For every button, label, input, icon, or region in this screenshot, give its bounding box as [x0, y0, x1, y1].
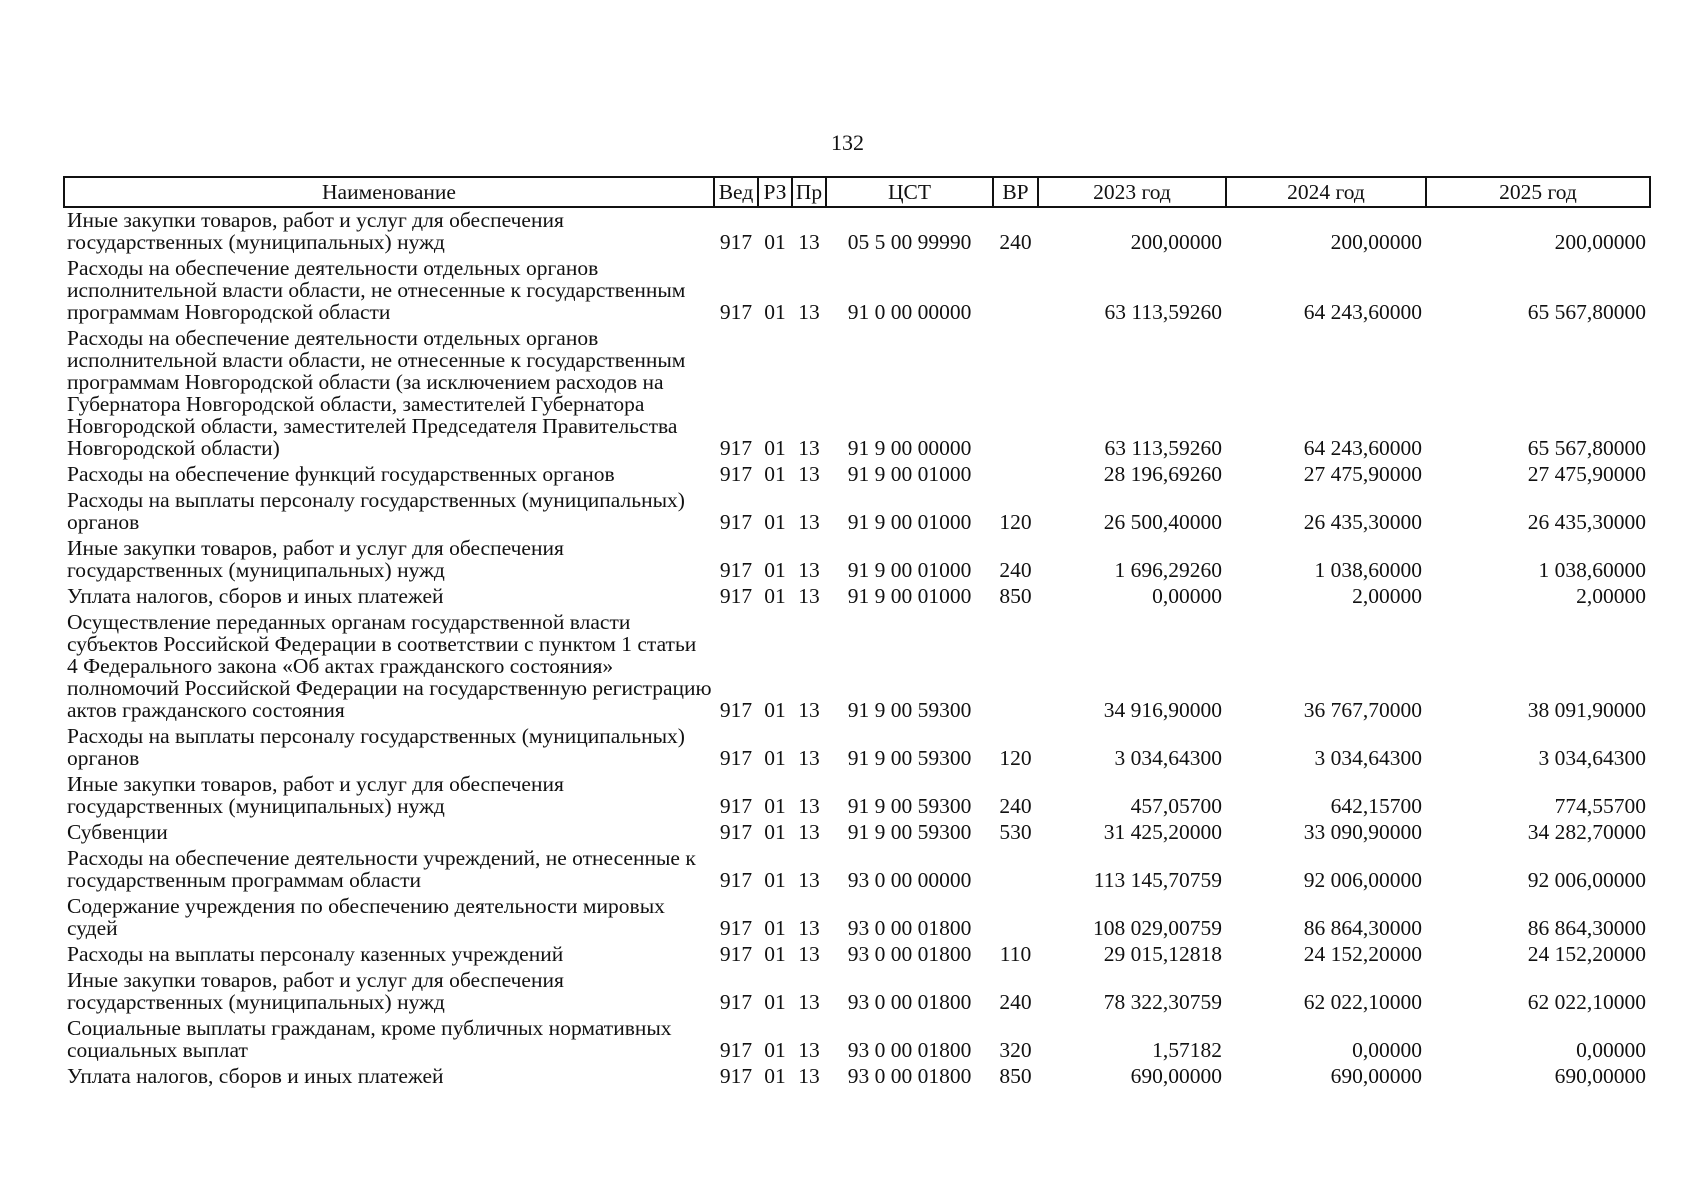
- row-ved: 917: [719, 916, 753, 940]
- row-vr: 110: [999, 942, 1032, 966]
- row-2023: 1,57182: [1152, 1038, 1222, 1062]
- row-2023: 63 113,59260: [1104, 300, 1222, 324]
- row-cst: 91 9 00 59300: [847, 820, 972, 844]
- table-row: [64, 724, 1650, 772]
- row-rz: 01: [764, 868, 786, 892]
- row-2025: 2,00000: [1576, 584, 1646, 608]
- row-2024: 1 038,60000: [1314, 558, 1422, 582]
- row-name: Расходы на выплаты персоналу государственных (муниципальных) органов: [67, 488, 685, 534]
- header-2023: 2023 год: [1038, 177, 1226, 207]
- header-2024: 2024 год: [1226, 177, 1426, 207]
- table-row: [64, 968, 1650, 1016]
- header-cst: ЦСТ: [826, 177, 993, 207]
- row-2025: 86 864,30000: [1527, 916, 1646, 940]
- row-pr: 13: [798, 990, 820, 1014]
- row-ved: 917: [719, 698, 753, 722]
- row-2024: 64 243,60000: [1303, 436, 1422, 460]
- row-2024: 2,00000: [1352, 584, 1422, 608]
- row-2024: 62 022,10000: [1303, 990, 1422, 1014]
- row-2023: 28 196,69260: [1103, 462, 1222, 486]
- row-2025: 65 567,80000: [1527, 300, 1646, 324]
- header-ved: Вед: [714, 177, 758, 207]
- row-ved: 917: [719, 462, 753, 486]
- row-rz: 01: [764, 584, 786, 608]
- row-2025: 92 006,00000: [1527, 868, 1646, 892]
- row-vr: [993, 462, 1038, 488]
- row-ved: 917: [719, 558, 753, 582]
- header-name: Наименование: [64, 177, 714, 207]
- row-cst: 91 9 00 59300: [847, 794, 972, 818]
- row-name: Осуществление переданных органам государственной власти субъектов Российской Федерации в соответствии с пунктом 1 статьи 4 Федерального закона «Об актах гражданского состояния» полномочий Российской Федерации на государственную регистрацию актов гражданского состояния: [67, 610, 712, 722]
- header-row: [64, 177, 1650, 207]
- table-row: [64, 1064, 1650, 1090]
- row-2025: 65 567,80000: [1527, 436, 1646, 460]
- row-2024: 27 475,90000: [1303, 462, 1422, 486]
- row-rz: 01: [764, 462, 786, 486]
- row-cst: 05 5 00 99990: [847, 230, 972, 254]
- row-2023: 78 322,30759: [1103, 990, 1222, 1014]
- row-vr: [993, 256, 1038, 326]
- row-rz: 01: [764, 300, 786, 324]
- row-cst: 91 9 00 01000: [847, 510, 972, 534]
- row-name: Расходы на выплаты персоналу казенных учреждений: [67, 942, 564, 966]
- row-vr: 240: [999, 558, 1032, 582]
- row-2024: 86 864,30000: [1303, 916, 1422, 940]
- row-2023: 0,00000: [1152, 584, 1222, 608]
- row-vr: 240: [999, 794, 1032, 818]
- table-body: [64, 207, 1650, 1090]
- table-header: [64, 177, 1650, 207]
- row-ved: 917: [719, 794, 753, 818]
- row-2025: 690,00000: [1554, 1064, 1646, 1088]
- row-pr: 13: [798, 868, 820, 892]
- row-2023: 690,00000: [1130, 1064, 1222, 1088]
- row-2024: 33 090,90000: [1303, 820, 1422, 844]
- row-name: Иные закупки товаров, работ и услуг для обеспечения государственных (муниципальных) нужд: [67, 208, 564, 254]
- table-row: [64, 1016, 1650, 1064]
- row-2025: 38 091,90000: [1527, 698, 1646, 722]
- row-cst: 91 9 00 01000: [847, 462, 972, 486]
- row-2023: 26 500,40000: [1103, 510, 1222, 534]
- row-2025: 200,00000: [1554, 230, 1646, 254]
- row-rz: 01: [764, 916, 786, 940]
- row-ved: 917: [719, 436, 753, 460]
- row-rz: 01: [764, 820, 786, 844]
- table-row: [64, 462, 1650, 488]
- row-ved: 917: [719, 990, 753, 1014]
- row-pr: 13: [798, 942, 820, 966]
- row-2024: 36 767,70000: [1303, 698, 1422, 722]
- row-2023: 113 145,70759: [1093, 868, 1222, 892]
- row-2024: 690,00000: [1330, 1064, 1422, 1088]
- row-vr: [993, 610, 1038, 724]
- table-row: [64, 536, 1650, 584]
- row-name: Расходы на обеспечение деятельности учреждений, не отнесенные к государственным программам области: [67, 846, 696, 892]
- row-vr: [993, 894, 1038, 942]
- row-pr: 13: [798, 510, 820, 534]
- table-row: [64, 894, 1650, 942]
- row-vr: 850: [999, 1064, 1032, 1088]
- row-cst: 93 0 00 01800: [847, 916, 972, 940]
- table-row: [64, 488, 1650, 536]
- row-name: Расходы на обеспечение деятельности отдельных органов исполнительной власти области, не отнесенные к государственным программам Новгородской области: [67, 256, 686, 324]
- row-2023: 3 034,64300: [1114, 746, 1222, 770]
- row-2023: 34 916,90000: [1103, 698, 1222, 722]
- budget-table: [63, 176, 1651, 1090]
- row-cst: 91 9 00 01000: [847, 584, 972, 608]
- table-row: [64, 207, 1650, 256]
- row-2023: 63 113,59260: [1104, 436, 1222, 460]
- row-cst: 91 9 00 00000: [847, 436, 972, 460]
- row-name: Расходы на выплаты персоналу государственных (муниципальных) органов: [67, 724, 685, 770]
- row-2024: 200,00000: [1330, 230, 1422, 254]
- row-pr: 13: [798, 698, 820, 722]
- row-vr: 240: [999, 990, 1032, 1014]
- row-name: Субвенции: [67, 820, 168, 844]
- row-2025: 62 022,10000: [1527, 990, 1646, 1014]
- header-vr: ВР: [993, 177, 1038, 207]
- row-2024: 24 152,20000: [1303, 942, 1422, 966]
- row-2025: 774,55700: [1554, 794, 1646, 818]
- row-2024: 3 034,64300: [1314, 746, 1422, 770]
- row-pr: 13: [798, 794, 820, 818]
- table-row: [64, 846, 1650, 894]
- row-vr: 530: [999, 820, 1032, 844]
- row-2025: 3 034,64300: [1538, 746, 1646, 770]
- row-pr: 13: [798, 1038, 820, 1062]
- row-2023: 29 015,12818: [1103, 942, 1222, 966]
- row-name: Иные закупки товаров, работ и услуг для обеспечения государственных (муниципальных) нужд: [67, 772, 564, 818]
- row-2023: 457,05700: [1130, 794, 1222, 818]
- row-rz: 01: [764, 510, 786, 534]
- row-cst: 93 0 00 00000: [847, 868, 972, 892]
- row-ved: 917: [719, 584, 753, 608]
- table-row: [64, 256, 1650, 326]
- row-rz: 01: [764, 1038, 786, 1062]
- row-2024: 0,00000: [1352, 1038, 1422, 1062]
- table-row: [64, 820, 1650, 846]
- row-ved: 917: [719, 942, 753, 966]
- row-rz: 01: [764, 1064, 786, 1088]
- row-pr: 13: [798, 1064, 820, 1088]
- table-row: [64, 584, 1650, 610]
- row-rz: 01: [764, 230, 786, 254]
- row-cst: 91 9 00 59300: [847, 746, 972, 770]
- header-rz: РЗ: [758, 177, 792, 207]
- row-pr: 13: [798, 436, 820, 460]
- row-vr: 320: [999, 1038, 1032, 1062]
- row-2024: 64 243,60000: [1303, 300, 1422, 324]
- row-ved: 917: [719, 1064, 753, 1088]
- row-vr: 240: [999, 230, 1032, 254]
- row-2025: 0,00000: [1576, 1038, 1646, 1062]
- row-pr: 13: [798, 558, 820, 582]
- row-2025: 26 435,30000: [1527, 510, 1646, 534]
- row-cst: 93 0 00 01800: [847, 1038, 972, 1062]
- row-ved: 917: [719, 746, 753, 770]
- row-name: Иные закупки товаров, работ и услуг для обеспечения государственных (муниципальных) нужд: [67, 968, 564, 1014]
- row-2024: 642,15700: [1330, 794, 1422, 818]
- row-pr: 13: [798, 462, 820, 486]
- header-2025: 2025 год: [1426, 177, 1650, 207]
- row-rz: 01: [764, 698, 786, 722]
- row-name: Социальные выплаты гражданам, кроме публичных нормативных социальных выплат: [67, 1016, 672, 1062]
- row-name: Расходы на обеспечение функций государственных органов: [67, 462, 615, 486]
- row-vr: 120: [999, 510, 1032, 534]
- row-name: Уплата налогов, сборов и иных платежей: [67, 1064, 444, 1088]
- row-ved: 917: [719, 300, 753, 324]
- row-ved: 917: [719, 1038, 753, 1062]
- row-2024: 26 435,30000: [1303, 510, 1422, 534]
- row-ved: 917: [719, 868, 753, 892]
- row-rz: 01: [764, 558, 786, 582]
- row-2025: 34 282,70000: [1527, 820, 1646, 844]
- row-cst: 91 9 00 01000: [847, 558, 972, 582]
- row-rz: 01: [764, 794, 786, 818]
- row-rz: 01: [764, 990, 786, 1014]
- row-vr: [993, 846, 1038, 894]
- table-row: [64, 326, 1650, 462]
- table-row: [64, 610, 1650, 724]
- row-ved: 917: [719, 510, 753, 534]
- row-pr: 13: [798, 300, 820, 324]
- row-pr: 13: [798, 230, 820, 254]
- row-pr: 13: [798, 916, 820, 940]
- row-2023: 108 029,00759: [1093, 916, 1222, 940]
- row-vr: 120: [999, 746, 1032, 770]
- row-name: Уплата налогов, сборов и иных платежей: [67, 584, 444, 608]
- row-rz: 01: [764, 942, 786, 966]
- table-row: [64, 772, 1650, 820]
- row-rz: 01: [764, 436, 786, 460]
- row-2023: 31 425,20000: [1103, 820, 1222, 844]
- row-pr: 13: [798, 746, 820, 770]
- row-cst: 93 0 00 01800: [847, 942, 972, 966]
- row-pr: 13: [798, 820, 820, 844]
- row-2025: 27 475,90000: [1527, 462, 1646, 486]
- row-cst: 93 0 00 01800: [847, 990, 972, 1014]
- row-cst: 91 9 00 59300: [847, 698, 972, 722]
- row-name: Содержание учреждения по обеспечению деятельности мировых судей: [67, 894, 665, 940]
- table-row: [64, 942, 1650, 968]
- row-vr: 850: [999, 584, 1032, 608]
- page-number: 132: [831, 130, 864, 155]
- row-2025: 24 152,20000: [1527, 942, 1646, 966]
- row-pr: 13: [798, 584, 820, 608]
- row-2023: 200,00000: [1130, 230, 1222, 254]
- row-cst: 93 0 00 01800: [847, 1064, 972, 1088]
- row-name: Иные закупки товаров, работ и услуг для обеспечения государственных (муниципальных) нужд: [67, 536, 564, 582]
- row-2024: 92 006,00000: [1303, 868, 1422, 892]
- row-2023: 1 696,29260: [1114, 558, 1222, 582]
- row-vr: [993, 326, 1038, 462]
- row-ved: 917: [719, 820, 753, 844]
- row-2025: 1 038,60000: [1538, 558, 1646, 582]
- row-ved: 917: [719, 230, 753, 254]
- header-pr: Пр: [792, 177, 826, 207]
- row-rz: 01: [764, 746, 786, 770]
- row-name: Расходы на обеспечение деятельности отдельных органов исполнительной власти области, не отнесенные к государственным программам Новгородской области (за исключением расходов на Губернатора Новгородской области, заместителей Губернатора Новгородской области, заместителей Председателя Правительства Новгородской области): [67, 326, 686, 460]
- row-cst: 91 0 00 00000: [847, 300, 972, 324]
